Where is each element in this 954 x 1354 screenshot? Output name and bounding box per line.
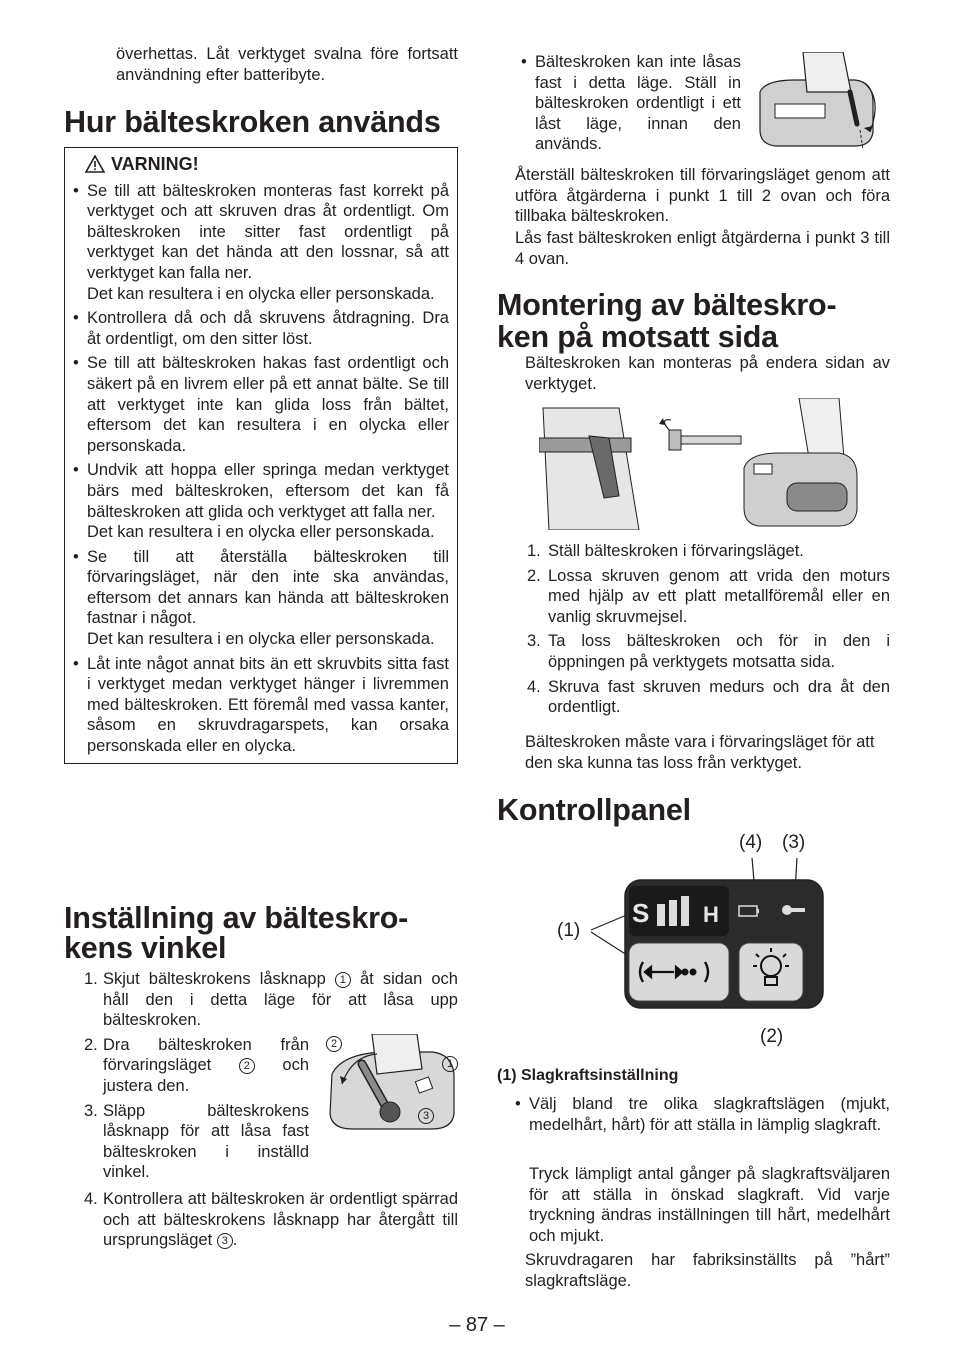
step-number: 1. [84,970,98,988]
section-title-line: Montering av bälteskro- [497,288,837,322]
step-item [64,1035,309,1097]
warning-text: Se till att bälteskroken hakas fast ordentligt och säkert på en livrem eller på ett annat bälte. Se till att verktyget inte kan glida loss från bältet, eftersom det kan resultera i en olycka eller personskada. [87,354,449,455]
section-title-line: kens vinkel [64,931,227,965]
panel-label-1: (1) [557,920,581,941]
figure-callout-1: 1 [442,1056,458,1072]
warning-item [73,181,449,305]
step-text: Ta loss bälteskroken och för in den i öppningen på verktygets motsatta sida. [548,632,890,671]
step-text: Kontrollera att bälteskroken är ordentligt spärrad och att bälteskrokens låsknapp har återgått till ursprungsläget [103,1189,458,1250]
section-title-opposite-side [497,289,897,353]
step-item [64,1101,309,1183]
tool-hook-illustration [755,52,887,152]
warning-item [73,460,449,542]
factory-setting-paragraph: Skruvdragaren har fabriksinställts på ”hårt” slagkraftsläge. [525,1251,890,1290]
step-text: . [232,1231,238,1250]
step-text: Skjut bälteskrokens låsknapp [103,970,326,988]
impact-bullet [515,1094,890,1135]
warning-item [73,353,449,456]
section-title-line: Inställning av bälteskro- [64,901,409,935]
step-text: Skruva fast skruven medurs och dra åt den ordentligt. [548,677,890,717]
warning-text: Låt inte något annat bits än ett skruvbits sitta fast i verktyget medan verktyget hänger i livremmen med bälteskroken. Ett föremål med vassa kanter, såsom en skruvdragarspets, kan orsaka personskada eller en olycka. [87,654,449,756]
hook-unlocked-figure [755,52,887,152]
panel-label-2: (2) [760,1026,784,1047]
step-text: Lossa skruven genom att vrida den moturs med hjälp av ett platt metallföremål eller en vanlig skruvmejsel. [548,566,890,626]
opposite-side-figure [539,398,869,530]
step-number: 4. [527,677,541,696]
panel-h-label: H [703,902,719,927]
warning-item [73,308,449,349]
lock-note-bullet [521,52,741,155]
intro-text: överhettas. Låt verktyget svalna före fortsatt användning efter batteribyte. [116,45,458,84]
subsection-title-impact: (1) Slagkraftsinställning [497,1067,679,1084]
reset-paragraph: Återställ bälteskroken till förvaringsläget genom att utföra åtgärderna i punkt 1 till 2 ovan och föra tillbaka bälteskroken. [515,166,890,226]
panel-label-4: (4) [739,832,763,853]
belt-and-screw-illustration [539,398,869,530]
hook-angle-illustration [322,1034,462,1134]
warning-text: Se till att återställa bälteskroken till förvaringsläget, när den inte ska användas, eftersom det annars kan hända att bälteskroken fastnar i något. [87,547,449,628]
warning-text: Undvik att hoppa eller springa medan verktyget bärs med bälteskroken, eftersom det kan få bälteskroken att glida och verktyget att falla ner. [87,461,449,521]
impact-paragraph: Tryck lämpligt antal gånger på slagkraftsväljaren för att ställa in önskad slagkraft. Vid varje tryckning ändras inställningen till hårt, medelhårt och mjukt. [529,1165,890,1245]
step-text: och justera den. [103,1056,309,1095]
step-item [507,566,890,628]
hook-angle-figure [322,1034,462,1134]
step-number: 2. [527,566,541,585]
impact-bullet-text: Välj bland tre olika slagkraftslägen (mjukt, medelhårt, hårt) för att ställa in lämplig slagkraft. [529,1095,890,1134]
warning-box [64,147,458,764]
step-item [507,541,890,562]
warning-consequence: Det kan resultera i en olycka eller personskada. [87,523,435,542]
lock-note-text: Bälteskroken kan inte låsas fast i detta läge. Ställ in bälteskroken ordentligt i ett låst läge, innan den används. [535,53,741,154]
warning-title: VARNING! [111,154,199,174]
section-title-line: ken på motsatt sida [497,320,778,354]
control-panel-illustration [557,828,887,1028]
lock-paragraph: Lås fast bälteskroken enligt åtgärderna i punkt 3 till 4 ovan. [515,229,890,268]
step-item [507,631,890,672]
step-text: åt sidan och håll den i detta läge för att låsa upp bälteskroken. [103,970,458,1030]
step-number: 3. [527,632,541,651]
step-number: 4. [84,1189,98,1208]
callout-marker: 2 [239,1058,255,1074]
bullet-marker: • [521,53,527,71]
opposite-side-note: Bälteskroken måste vara i förvaringsläget för att den ska kunna tas loss från verktyget. [525,733,875,772]
section-title-belt-hook-use: Hur bälteskroken används [64,105,441,139]
opposite-side-intro: Bälteskroken kan monteras på endera sidan av verktyget. [525,354,890,393]
bullet-marker: • [515,1095,521,1113]
step-item [64,969,458,1031]
warning-item [73,654,449,757]
warning-triangle-icon [85,155,105,173]
control-panel-figure [557,828,887,1058]
figure-callout-2: 2 [326,1036,342,1052]
panel-label-3: (3) [782,832,806,853]
section-title-hook-angle [64,903,464,963]
warning-text: Se till att bälteskroken monteras fast korrekt på verktyget och att skruven dras åt ordentligt. Om bälteskroken inte sitter fast ordentligt på verktyget kan det hända att den lossnar, så att verktyget kan falla ner. [87,181,449,282]
warning-consequence: Det kan resultera i en olycka eller personskada. [87,630,435,649]
panel-s-label: S [632,898,650,928]
section-title-control-panel: Kontrollpanel [497,793,691,827]
step-item [64,1189,458,1251]
warning-consequence: Det kan resultera i en olycka eller personskada. [87,284,435,303]
opposite-side-steps [507,541,890,722]
step-item [507,677,890,718]
warning-text: Kontrollera då och då skruvens åtdragning. Dra åt ordentligt, om den sitter löst. [87,309,449,348]
callout-marker: 3 [217,1233,233,1249]
callout-marker: 1 [335,972,351,988]
warning-list [73,181,449,757]
step-text: Släpp bälteskrokens låsknapp för att låsa fast bälteskroken i inställd vinkel. [103,1101,309,1182]
step-number: 3. [84,1101,98,1120]
warning-item [73,547,449,650]
step-number: 1. [527,542,541,560]
figure-callout-3: 3 [418,1108,434,1124]
step-text: Ställ bälteskroken i förvaringsläget. [548,542,804,560]
step-number: 2. [84,1035,98,1054]
step-text: Dra bälteskroken från förvaringsläget [103,1035,309,1075]
page-number: – 87 – [449,1314,505,1336]
warning-heading [85,154,449,175]
